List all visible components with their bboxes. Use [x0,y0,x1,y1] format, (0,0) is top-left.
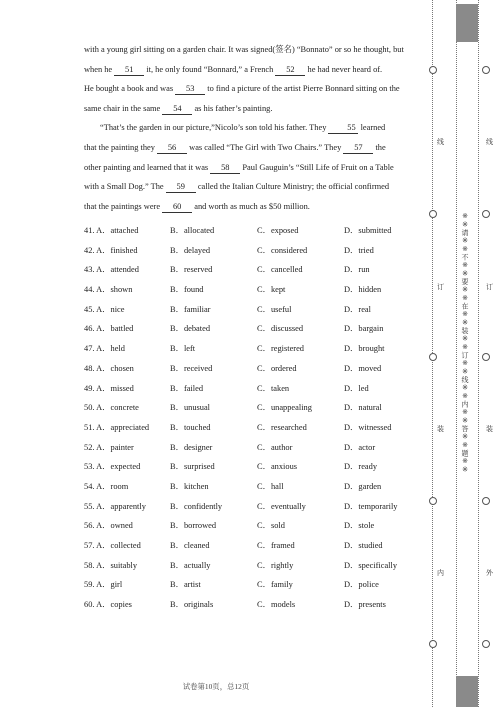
option-row [84,595,417,615]
option-text: D．garden [344,481,382,491]
passage-line: with a young girl sitting on a garden chair. It was signed(签名) “Bonnato” or so he thought, but [84,45,404,54]
option-c[interactable] [257,300,291,320]
option-d[interactable] [344,497,398,517]
option-a[interactable] [84,300,124,320]
option-text: B．received [170,363,213,373]
option-text: C．framed [257,541,295,550]
option-c[interactable] [257,260,303,280]
question-number: 46. [84,324,95,334]
option-c[interactable] [257,241,307,261]
option-text: D．brought [344,344,385,354]
option-d[interactable] [344,595,386,615]
question-number: 49. [84,383,95,393]
option-row [84,359,417,379]
blank-54[interactable]: 54 [162,104,192,115]
option-b[interactable] [170,260,212,280]
question-number: 57. [84,541,95,550]
option-b[interactable] [170,556,210,576]
option-text: B．artist [170,580,201,590]
option-c[interactable] [257,359,297,379]
option-text: D．specifically [344,560,398,570]
blank-51[interactable]: 51 [114,65,144,76]
option-text: D．natural [344,403,382,413]
question-number: 45. [84,304,95,314]
circle-icon [429,497,437,505]
circle-icon [482,353,490,361]
passage-line: with a Small Dog.” The 59 called the Italian Culture Ministry; the official confirmed [84,182,390,192]
blank-52[interactable]: 52 [275,65,305,76]
option-c[interactable] [257,536,295,556]
passage-line: that the paintings were 60 and worth as much as $50 million. [84,201,310,211]
option-c[interactable] [257,457,297,477]
option-b[interactable] [170,221,214,241]
option-b[interactable] [170,497,222,517]
option-text: A．copies [96,600,132,610]
option-text: C．exposed [257,226,299,235]
option-row [84,477,417,497]
option-d[interactable] [344,556,397,576]
circle-icon [482,210,490,218]
option-row [84,516,417,536]
option-c[interactable] [257,319,303,339]
option-d[interactable] [344,418,391,438]
option-text: A．room [96,481,129,491]
margin-char: 装 [486,425,493,433]
passage-line: other painting and learned that it was 58 Paul Gauguin’s “Still Life of Fruit on a Table [84,162,394,172]
option-d[interactable] [344,319,383,339]
option-d[interactable] [344,457,377,477]
option-text: A．shown [96,285,133,295]
passage-line: that the painting they 56 was called “The Girl with Two Chairs.” They 57 the [84,142,386,152]
option-text: C．cancelled [257,265,303,275]
option-text: A．painter [96,442,134,452]
question-number: 53. [84,462,95,472]
option-a[interactable] [84,339,125,359]
circle-icon [429,210,437,218]
option-text: A．suitably [96,560,138,570]
passage-line: “That’s the garden in our picture,”Nicolo’s son told his father. They 55 learned [100,123,386,133]
option-text: C．family [257,580,293,590]
option-a[interactable] [84,241,138,261]
option-d[interactable] [344,241,374,261]
blank-57[interactable]: 57 [343,143,373,154]
option-row [84,398,417,418]
question-number: 60. [84,600,95,610]
option-d[interactable] [344,516,374,536]
option-text: B．confidently [170,501,223,511]
option-b[interactable] [170,379,203,399]
option-row [84,438,417,458]
option-c[interactable] [257,556,293,576]
option-a[interactable] [84,359,134,379]
option-text: D．submitted [344,226,392,235]
option-d[interactable] [344,359,381,379]
option-text: A．owned [96,521,133,531]
option-text: B．cleaned [170,541,210,550]
option-text: D．real [344,304,371,314]
option-text: B．originals [170,600,214,610]
option-a[interactable] [84,477,128,497]
option-a[interactable] [84,221,138,241]
question-number: 58. [84,560,95,570]
option-a[interactable] [84,280,132,300]
circle-icon [482,497,490,505]
passage-line: when he 51 it, he only found “Bonnard,” a French 52 he had never heard of. [84,64,383,74]
option-b[interactable] [170,241,210,261]
option-text: B．failed [170,383,204,393]
question-number: 42. [84,245,95,255]
option-b[interactable] [170,595,213,615]
option-d[interactable] [344,575,379,595]
option-row [84,556,417,576]
option-row [84,575,417,595]
option-b[interactable] [170,359,212,379]
option-row [84,260,417,280]
option-text: C．rightly [257,560,294,570]
option-b[interactable] [170,418,210,438]
question-number: 59. [84,580,95,590]
option-d[interactable] [344,477,381,497]
option-d[interactable] [344,536,383,556]
margin-notice: ※※请※※不※※要※※在※※装※※订※※线※※内※※答※※题※※ [461,212,469,474]
option-text: A．expected [96,462,141,472]
question-number: 51. [84,422,95,432]
option-text: D．police [344,580,379,590]
option-text: C．registered [257,344,304,354]
option-row [84,241,417,261]
option-text: C．sold [257,521,285,531]
circle-icon [429,66,437,74]
option-b[interactable] [170,438,212,458]
option-b[interactable] [170,319,210,339]
option-a[interactable] [84,556,137,576]
circle-icon [429,353,437,361]
option-text: A．chosen [96,363,134,373]
option-text: B．familiar [170,304,211,314]
option-text: A．nice [96,304,125,314]
question-number: 56. [84,521,95,531]
question-number: 52. [84,442,95,452]
option-text: A．concrete [96,403,139,413]
option-a[interactable] [84,575,122,595]
margin-char: 线 [437,138,444,146]
option-row [84,300,417,320]
option-row [84,221,417,241]
option-text: C．anxious [257,462,298,472]
margin-char: 订 [437,283,444,291]
margin-char: 外 [486,569,493,577]
option-text: B．left [170,344,196,354]
option-b[interactable] [170,516,216,536]
option-row [84,339,417,359]
option-text: A．attached [96,226,139,235]
option-c[interactable] [257,497,306,517]
option-text: B．designer [170,442,213,452]
option-text: D．moved [344,363,382,373]
option-text: C．taken [257,383,290,393]
option-row [84,497,417,517]
passage-line: He bought a book and was 53 to find a picture of the artist Pierre Bonnard sitting on the [84,84,400,94]
option-text: D．temporarily [344,501,398,511]
option-c[interactable] [257,516,285,536]
margin-char: 线 [486,138,493,146]
margin-char: 内 [437,569,444,577]
circle-icon [482,66,490,74]
circle-icon [429,640,437,648]
option-b[interactable] [170,398,210,418]
option-b[interactable] [170,300,210,320]
option-text: A．held [96,344,125,354]
option-d[interactable] [344,260,370,280]
option-text: B．surprised [170,462,215,472]
option-text: D．led [344,383,369,393]
blank-56[interactable]: 56 [157,143,187,154]
option-a[interactable] [84,260,139,280]
option-text: A．finished [96,245,138,255]
option-text: D．hidden [344,285,382,295]
option-row [84,319,417,339]
option-c[interactable] [257,477,284,497]
option-text: A．attended [96,265,139,275]
option-text: D．ready [344,462,378,472]
option-text: C．useful [257,304,292,314]
option-a[interactable] [84,319,133,339]
option-c[interactable] [257,221,298,241]
option-text: D．studied [344,541,383,550]
option-d[interactable] [344,438,375,458]
question-number: 47. [84,344,95,354]
option-c[interactable] [257,438,292,458]
blank-55[interactable]: 55 [328,123,358,134]
option-b[interactable] [170,280,204,300]
option-text: D．run [344,265,370,275]
option-a[interactable] [84,497,146,517]
option-row [84,379,417,399]
option-text: C．eventually [257,501,306,511]
circle-icon [482,640,490,648]
option-b[interactable] [170,477,209,497]
option-row [84,536,417,556]
option-text: C．author [257,442,293,452]
blank-59[interactable]: 59 [166,182,196,193]
option-text: C．considered [257,245,308,255]
option-c[interactable] [257,418,307,438]
option-text: B．unusual [170,403,211,413]
option-a[interactable] [84,418,149,438]
option-text: A．appreciated [96,422,150,432]
option-text: B．found [170,285,204,295]
option-row [84,280,417,300]
option-text: A．battled [96,324,134,334]
question-number: 41. [84,226,95,235]
option-d[interactable] [344,339,384,359]
option-d[interactable] [344,398,382,418]
option-text: D．actor [344,442,376,452]
option-text: D．stole [344,521,375,531]
passage-line: same chair in the same 54 as his father’s painting. [84,103,273,113]
cut-line-outer [478,0,479,707]
option-text: B．borrowed [170,521,217,531]
option-d[interactable] [344,379,369,399]
option-a[interactable] [84,398,139,418]
option-b[interactable] [170,457,215,477]
option-text: C．researched [257,422,307,432]
option-text: B．debated [170,324,211,334]
option-row [84,418,417,438]
option-c[interactable] [257,595,295,615]
option-text: C．models [257,600,296,610]
options-list [84,221,417,615]
option-text: D．presents [344,600,386,610]
option-text: B．actually [170,560,211,570]
option-a[interactable] [84,595,132,615]
page-footer: 试卷第10页，总12页 [182,682,250,691]
option-text: B．kitchen [170,481,209,491]
cloze-passage [84,40,417,216]
option-text: C．ordered [257,363,297,373]
question-number: 44. [84,285,95,295]
option-text: A．collected [96,541,141,550]
option-text: B．reserved [170,265,213,275]
blank-60[interactable]: 60 [162,202,192,213]
option-c[interactable] [257,339,304,359]
margin-shade-top [456,4,478,42]
option-text: C．discussed [257,324,304,334]
question-number: 48. [84,363,95,373]
option-a[interactable] [84,536,141,556]
option-d[interactable] [344,280,381,300]
option-text: D．witnessed [344,422,392,432]
option-text: D．tried [344,245,374,255]
option-a[interactable] [84,379,134,399]
option-a[interactable] [84,438,134,458]
option-text: C．kept [257,285,286,295]
option-b[interactable] [170,339,195,359]
option-text: D．bargain [344,324,384,334]
option-c[interactable] [257,379,289,399]
margin-char: 订 [486,283,493,291]
option-text: C．unappealing [257,403,312,413]
margin-char: 装 [437,425,444,433]
question-number: 54. [84,481,95,491]
option-c[interactable] [257,280,285,300]
blank-58[interactable]: 58 [210,163,240,174]
option-text: A．missed [96,383,134,393]
blank-53[interactable]: 53 [175,84,205,95]
option-c[interactable] [257,398,312,418]
option-b[interactable] [170,575,201,595]
option-d[interactable] [344,300,371,320]
option-d[interactable] [344,221,391,241]
margin-shade-bottom [456,676,478,707]
option-a[interactable] [84,516,133,536]
option-text: B．delayed [170,245,211,255]
option-c[interactable] [257,575,293,595]
question-number: 50. [84,403,95,413]
option-text: C．hall [257,481,284,491]
question-number: 43. [84,265,95,275]
option-a[interactable] [84,457,140,477]
option-b[interactable] [170,536,210,556]
option-row [84,457,417,477]
option-text: B．touched [170,422,211,432]
option-text: A．girl [96,580,123,590]
option-text: B．allocated [170,226,215,235]
question-number: 55. [84,501,95,511]
cut-line-middle [456,0,457,707]
option-text: A．apparently [96,501,146,511]
